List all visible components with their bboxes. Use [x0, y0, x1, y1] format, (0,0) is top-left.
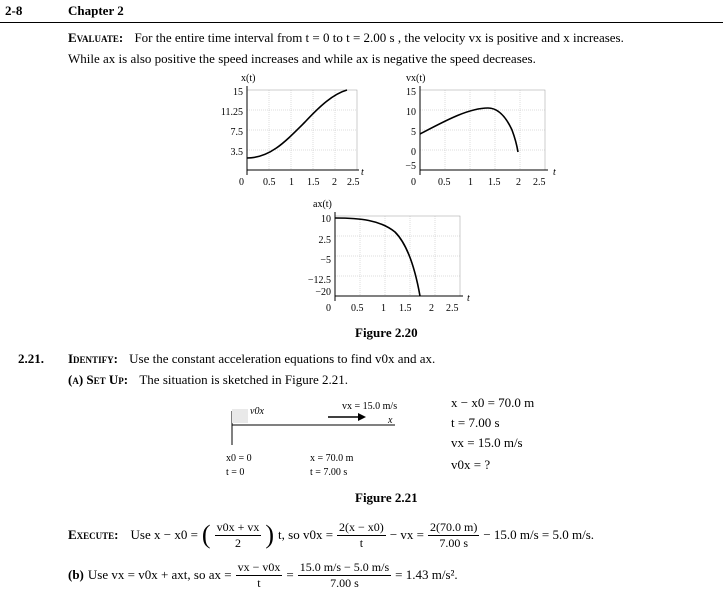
- graph-a-xtick-2: 1: [381, 303, 386, 314]
- execute-paren-open: (: [201, 520, 211, 549]
- execute-paren-close: ): [265, 520, 275, 549]
- graph-x-xlabel: t: [361, 167, 364, 178]
- execute-line: [68, 515, 594, 555]
- graph-v-ytick-4: −5: [405, 161, 416, 172]
- graph-a-xlabel: t: [467, 293, 470, 304]
- chapter-title: Chapter 2: [68, 3, 124, 18]
- execute-frac-1-num: v0x + vx: [216, 519, 260, 534]
- evaluate-line-2: While ax is also positive the speed increases and while ax is negative the speed decreases.: [68, 51, 536, 66]
- evaluate-label: Evaluate:: [68, 30, 124, 45]
- part-b-use: Use vx = v0x + axt, so ax =: [87, 567, 232, 582]
- graph-v-ytick-3: 0: [411, 147, 416, 158]
- graph-x-xtick-4: 2: [332, 177, 337, 188]
- execute-frac-2-num: 2(x − x0): [339, 519, 384, 534]
- graph-x-ytick-0: 15: [233, 87, 243, 98]
- known-time: t = 7.00 s: [451, 415, 500, 430]
- sketch-t-label: t = 7.00 s: [310, 467, 348, 478]
- figure-2-21-caption: Figure 2.21: [355, 490, 418, 505]
- sketch-vx-label: vx = 15.0 m/s: [342, 401, 398, 412]
- page-number: 2-8: [5, 3, 23, 18]
- graph-v-xtick-4: 2: [516, 177, 521, 188]
- evaluate-text-1: For the entire time interval from t = 0 to t = 2.00 s , the velocity vx is positive and x increases.: [134, 30, 624, 45]
- setup-text: The situation is sketched in Figure 2.21.: [139, 372, 349, 387]
- execute-result: − 15.0 m/s = 5.0 m/s.: [483, 527, 595, 542]
- execute-label: Execute:: [68, 527, 119, 542]
- graph-a-xtick-1: 0.5: [351, 303, 364, 314]
- setup-label: (a) Set Up:: [68, 372, 129, 387]
- execute-frac-2-den: t: [359, 535, 364, 550]
- graph-v-t: [398, 72, 558, 192]
- problem-number: 2.21.: [18, 351, 44, 366]
- graph-x-xtick-2: 1: [289, 177, 294, 188]
- graph-x-ytick-3: 3.5: [230, 147, 243, 158]
- graph-v-ytick-0: 15: [406, 87, 416, 98]
- graph-a-xtick-5: 2.5: [446, 303, 459, 314]
- graph-a-xtick-3: 1.5: [399, 303, 412, 314]
- execute-frac-3-den: 7.00 s: [439, 535, 468, 550]
- part-b-line: [68, 556, 458, 594]
- execute-use: Use x − x0 =: [130, 527, 198, 542]
- execute-frac-2: [337, 520, 386, 551]
- execute-frac-1-den: 2: [234, 535, 241, 550]
- sketch-t0-label: t = 0: [226, 467, 245, 478]
- sketch-x-label: x = 70.0 m: [310, 453, 354, 464]
- graph-a-ytick-4: −20: [315, 287, 331, 298]
- graph-v-xtick-5: 2.5: [533, 177, 546, 188]
- sketch-axis-label: x: [388, 415, 393, 426]
- graph-v-xtick-0: 0: [411, 177, 416, 188]
- graph-x-t: [215, 72, 365, 192]
- graph-a-ytick-1: 2.5: [318, 235, 331, 246]
- graph-v-xlabel: t: [553, 167, 556, 178]
- setup-line: [68, 372, 348, 388]
- part-b-frac-1: [236, 560, 283, 591]
- execute-mid-2: − vx =: [389, 527, 424, 542]
- graph-x-xtick-3: 1.5: [307, 177, 320, 188]
- identify-line: [68, 351, 435, 367]
- graph-v-xtick-2: 1: [468, 177, 473, 188]
- graph-a-xtick-4: 2: [429, 303, 434, 314]
- graph-a-t: [305, 198, 470, 318]
- graph-a-ytick-2: −5: [320, 255, 331, 266]
- graph-a-ytick-0: 10: [321, 214, 331, 225]
- part-b-frac-2-num: 15.0 m/s − 5.0 m/s: [299, 559, 390, 574]
- sketch-v0x-label: v0x: [250, 406, 264, 417]
- part-b-frac-1-den: t: [257, 575, 261, 590]
- graph-x-ytick-1: 11.25: [220, 107, 243, 118]
- part-b-frac-1-num: vx − v0x: [237, 559, 281, 574]
- figure-2-20-caption: Figure 2.20: [355, 325, 418, 340]
- execute-mid: t, so v0x =: [278, 527, 334, 542]
- graph-a-xtick-0: 0: [326, 303, 331, 314]
- execute-frac-3: [428, 520, 479, 551]
- graph-v-xtick-3: 1.5: [488, 177, 501, 188]
- identify-text: Use the constant acceleration equations to find v0x and ax.: [129, 351, 436, 366]
- part-b-label: (b): [68, 567, 84, 582]
- evaluate-line-1: [68, 30, 624, 46]
- graph-v-xtick-1: 0.5: [438, 177, 451, 188]
- figure-2-21-sketch: [220, 397, 420, 487]
- sketch-x0-label: x0 = 0: [226, 453, 252, 464]
- graph-v-ytick-2: 5: [411, 127, 416, 138]
- part-b-frac-2-den: 7.00 s: [330, 575, 359, 590]
- part-b-equals: =: [286, 567, 294, 582]
- identify-label: Identify:: [68, 351, 118, 366]
- graph-x-ytick-2: 7.5: [230, 127, 243, 138]
- known-displacement: x − x0 = 70.0 m: [451, 395, 535, 410]
- graph-a-ytick-3: −12.5: [307, 275, 331, 286]
- graph-x-ylabel: x(t): [241, 73, 256, 84]
- graph-x-xtick-1: 0.5: [263, 177, 276, 188]
- execute-frac-1: [215, 520, 262, 551]
- graph-v-ytick-1: 10: [406, 107, 416, 118]
- execute-frac-3-num: 2(70.0 m): [429, 519, 478, 534]
- graph-x-xtick-5: 2.5: [347, 177, 360, 188]
- part-b-result: = 1.43 m/s².: [395, 567, 458, 582]
- known-final-velocity: vx = 15.0 m/s: [451, 435, 523, 450]
- known-initial-velocity: v0x = ?: [451, 457, 491, 472]
- header-rule: [0, 22, 723, 23]
- graph-v-ylabel: vx(t): [406, 73, 426, 84]
- graph-a-ylabel: ax(t): [313, 199, 332, 210]
- graph-x-xtick-0: 0: [239, 177, 244, 188]
- part-b-frac-2: [298, 560, 391, 591]
